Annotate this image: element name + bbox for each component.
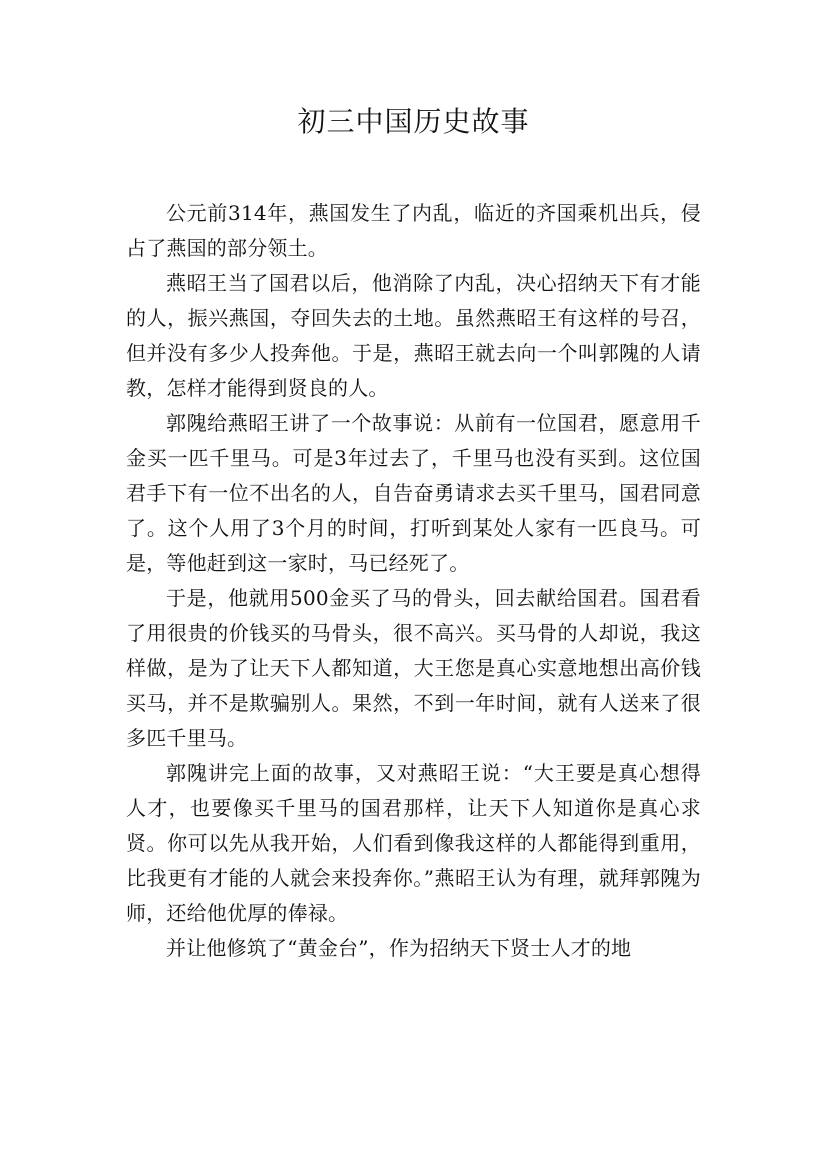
article-body bbox=[126, 196, 701, 966]
paragraph-1: 公元前314年，燕国发生了内乱，临近的齐国乘机出兵，侵占了燕国的部分领土。 bbox=[126, 201, 701, 260]
paragraph-6: 并让他修筑了“黄金台”，作为招纳天下贤士人才的地 bbox=[166, 936, 632, 960]
paragraph-5: 郭隗讲完上面的故事，又对燕昭王说：“大王要是真心想得人才，也要像买千里马的国君那样，让天下人知道你是真心求贤。你可以先从我开始，人们看到像我这样的人都能得到重用，比我更有才能的人就会来投奔你。”燕昭王认为有理，就拜郭隗为师，还给他优厚的俸禄。 bbox=[126, 761, 701, 925]
page-title: 初三中国历史故事 bbox=[297, 105, 530, 138]
paragraph-2: 燕昭王当了国君以后，他消除了内乱，决心招纳天下有才能的人，振兴燕国，夺回失去的土地。虽然燕昭王有这样的号召，但并没有多少人投奔他。于是，燕昭王就去向一个叫郭隗的人请教，怎样才能得到贤良的人。 bbox=[126, 271, 701, 400]
paragraph-3: 郭隗给燕昭王讲了一个故事说：从前有一位国君，愿意用千金买一匹千里马。可是3年过去了，千里马也没有买到。这位国君手下有一位不出名的人，自告奋勇请求去买千里马，国君同意了。这个人用了3个月的时间，打听到某处人家有一匹良马。可是，等他赶到这一家时，马已经死了。 bbox=[126, 411, 701, 575]
paragraph-4: 于是，他就用500金买了马的骨头，回去献给国君。国君看了用很贵的价钱买的马骨头，很不高兴。买马骨的人却说，我这样做，是为了让天下人都知道，大王您是真心实意地想出高价钱买马，并不是欺骗别人。果然，不到一年时间，就有人送来了很多匹千里马。 bbox=[126, 586, 701, 750]
